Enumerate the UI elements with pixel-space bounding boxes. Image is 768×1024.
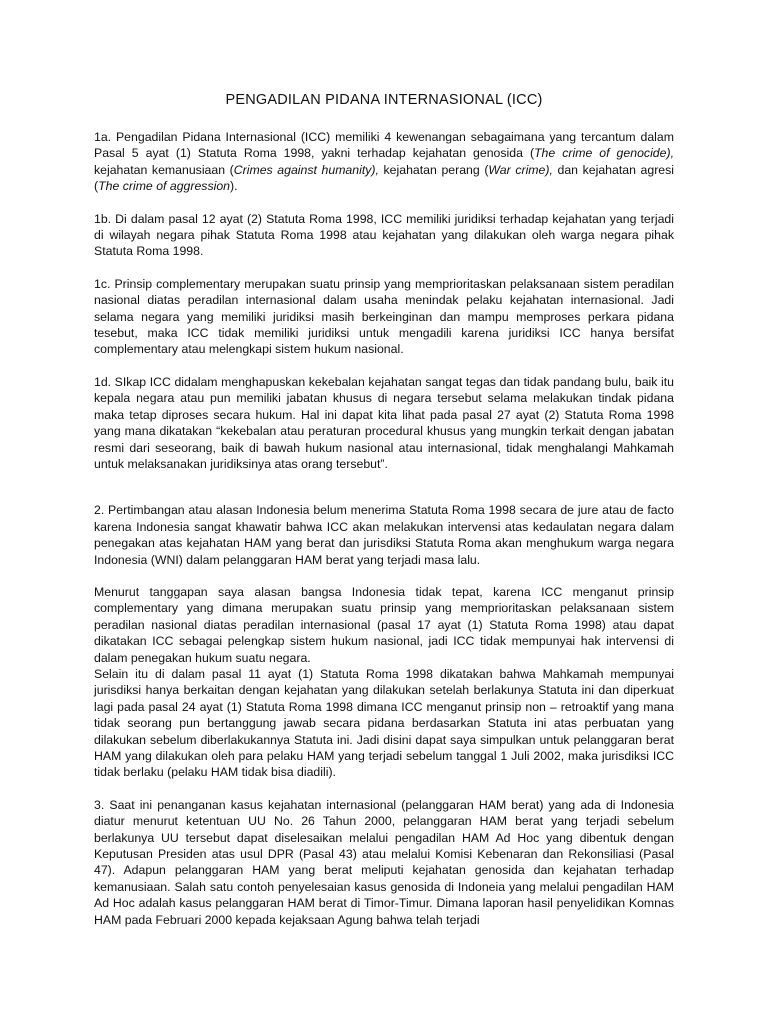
document-title: PENGADILAN PIDANA INTERNASIONAL (ICC) [225,92,543,108]
p1a-italic-4: The crime of aggression [98,179,231,194]
paragraph-1d: 1d. SIkap ICC didalam menghapuskan kekebalan kejahatan sangat tegas dan tidak pandang bulu, baik itu kepala negara atau pun memiliki jabatan khusus di negara tersebut selama melakukan tindak pidana maka tetap diproses secara hukum. Hal ini dapat kita lihat pada pasal 27 ayat (2) Statuta Roma 1998 yang mana dikatakan “kekebalan atau peraturan procedural khusus yang mungkin terkait dengan jabatan resmi dari seseorang, baik di bawah hukum nasional atau internasional, tidak menghalangi Mahkamah untuk melaksanakan juridiksinya atas orang tersebut”. [94,374,674,471]
paragraph-3: 3. Saat ini penanganan kasus kejahatan internasional (pelanggaran HAM berat) yang ada di Indonesia diatur menurut ketentuan UU No. 26 Tahun 2000, pelanggaran HAM berat yang terjadi sebelum berlakunya UU tersebut dapat diselesaikan melalui pengadilan HAM Ad Hoc yang dibentuk dengan Keputusan Presiden atas usul DPR (Pasal 43) atau melalui Komisi Kebenaran dan Rekonsiliasi (Pasal 47). Adapun pelanggaran HAM yang berat meliputi kejahatan genosida dan kejahatan terhadap kemanusiaan. Salah satu contoh penyelesaian kasus genosida di Indoneia yang melalui pengadilan HAM Ad Hoc adalah kasus pelanggaran HAM berat di Timor-Timur. Dimana laporan hasil penyelidikan Komnas HAM pada Februari 2000 kepada kejaksaan Agung bahwa telah terjadi [94,797,674,927]
paragraph-1a [94,129,674,195]
paragraph-2: 2. Pertimbangan atau alasan Indonesia belum menerima Statuta Roma 1998 secara de jure atau de facto karena Indonesia sangat khawatir bahwa ICC akan melakukan intervensi atas kedaulatan negara dalam penegakan atas kejahatan HAM yang berat dan jurisdiksi Statuta Roma akan menghukum warga negara Indonesia (WNI) dalam pelanggaran HAM berat yang terjadi masa lalu. [94,503,674,567]
paragraph-1b: 1b. Di dalam pasal 12 ayat (2) Statuta Roma 1998, ICC memiliki juridiksi terhadap kejahatan yang terjadi di wilayah negara pihak Statuta Roma 1998 atau kejahatan yang dilakukan oleh warga negara pihak Statuta Roma 1998. [94,211,674,259]
p1a-text-4: dan kejahatan agresi ( [94,162,675,194]
paragraph-2-continuation: Selain itu di dalam pasal 11 ayat (1) Statuta Roma 1998 dikatakan bahwa Mahkamah mempunyai jurisdiksi hanya berkaitan dengan kejahatan yang dilakukan setelah berlakunya Statuta ini dan diperkuat lagi pada pasal 24 ayat (1) Statuta Roma 1998 dimana ICC menganut prinsip non – retroaktif yang mana tidak seorang pun bertanggung jawab secara pidana berdasarkan Statuta ini atas perbuatan yang dilakukan sebelum diberlakukannya Statuta ini. Jadi disini dapat saya simpulkan untuk pelanggaran berat HAM yang dilakukan oleh para pelaku HAM yang terjadi sebelum tanggal 1 Juli 2002, maka jurisdiksi ICC tidak berlaku (pelaku HAM tidak bisa diadili). [94,666,674,780]
p1a-italic-1: The crime of genocide), [534,146,674,161]
p1a-text-2: kejahatan kemanusiaan ( [94,162,234,177]
p1a-text-1: 1a. Pengadilan Pidana Internasional (ICC) memiliki 4 kewenangan sebagaimana yang tercantum dalam Pasal 5 ayat (1) Statuta Roma 1998, yakni terhadap kejahatan genosida ( [94,130,674,161]
p1a-text-3: kejahatan perang ( [378,162,489,177]
p1a-text-5: ). [230,179,238,194]
paragraph-1c: 1c. Prinsip complementary merupakan suatu prinsip yang memprioritaskan pelaksanaan sistem peradilan nasional diatas peradilan internasional dalam usaha menindak pelaku kejahatan internasional. Jadi selama negara yang memiliki juridiksi masih berkeinginan dan mampu memproses perkara pidana tesebut, maka ICC tidak memiliki juridiksi untuk mengadili karena juridiksi ICC hanya bersifat complementary atau melengkapi sistem hukum nasional. [94,276,674,357]
p1a-italic-2: Crimes against humanity), [233,162,379,177]
paragraph-2-response: Menurut tanggapan saya alasan bangsa Indonesia tidak tepat, karena ICC menganut prinsip complementary yang dimana merupakan suatu prinsip yang memprioritaskan pelaksanaan sistem peradilan nasional diatas peradilan internasional (pasal 17 ayat (1) Statuta Roma 1998) atau dapat dikatakan ICC sebagai pelengkap sistem hukum nasional, jadi ICC tidak mempunyai hak intervensi di dalam penegakan hukum suatu negara. [94,584,674,665]
p1a-italic-3: War crime), [488,162,553,177]
